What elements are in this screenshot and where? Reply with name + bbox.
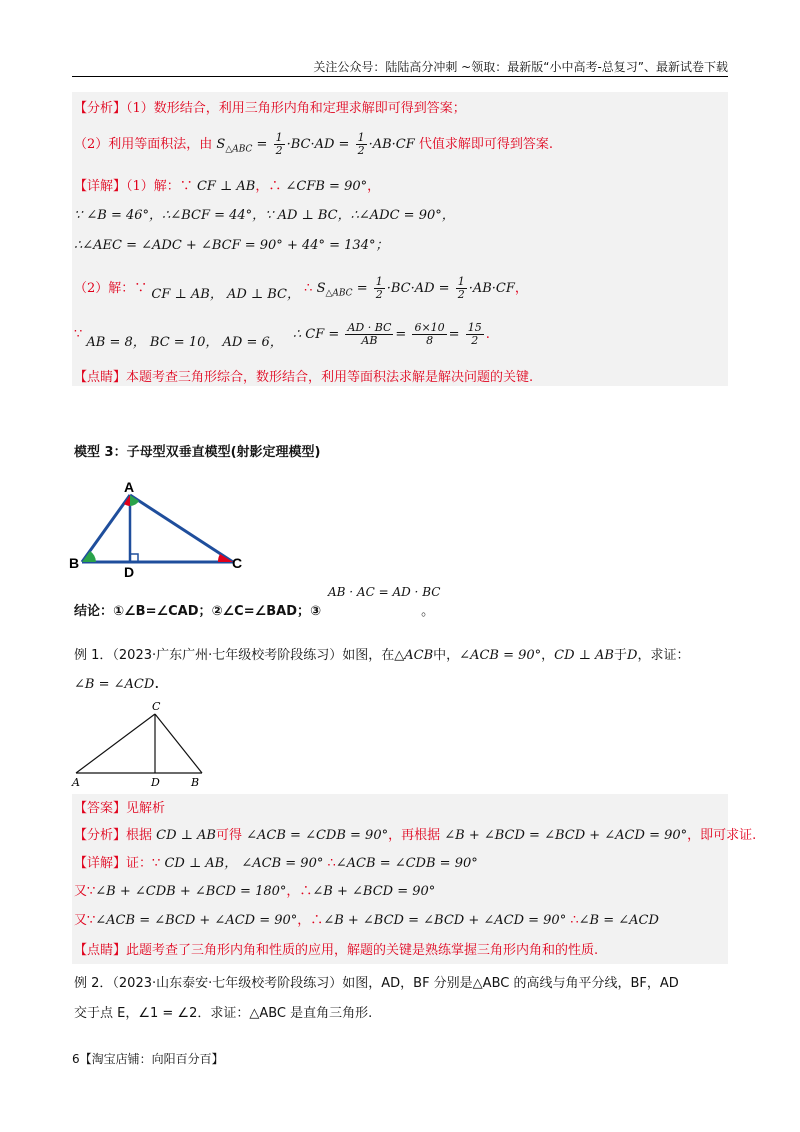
label-b: B [191,776,200,789]
answer-line: 【答案】见解析 [74,801,166,816]
projection-formula: AB · AC = AD · BC [328,585,441,599]
fenxi-line-1: 【分析】（1）数形结合，利用三角形内角和定理求解即可得到答案； [74,101,466,116]
label-d: D [151,776,160,789]
model3-triangle-figure [68,476,258,581]
triangle-abc [82,495,233,562]
fenxi2-line: 【分析】根据 CD ⊥ AB可得 ∠ACB = ∠CDB = 90°，再根据 ∠B + ∠BCD = ∠BCD + ∠ACD = 90°，即可求证. [74,828,757,843]
header-rule [72,76,728,77]
xiangjie2-line-1: 【详解】证：∵ CD ⊥ AB， ∠ACB = 90° ∴∠ACB = ∠CDB = 90° [74,856,478,871]
xiangjie-line-2: ∵ ∠B = 46°，∴∠BCF = 44°，∵ AD ⊥ BC，∴∠ADC = 90°， [74,208,455,223]
label-b: B [69,555,80,571]
xiangjie2-line-3: 又∵∠ACB = ∠BCD + ∠ACD = 90°，∴∠B + ∠BCD = ∠BCD + ∠ACD = 90° ∴∠B = ∠ACD [74,913,659,928]
area-formula: $S_{\triangle ABC}$ = $\frac{1}{2}$ ·BC·AD = $\frac{1}{2}$ ·AB·CF [216,131,415,157]
fenxi-line-2: （2）利用等面积法，由 $S_{\triangle ABC}$ = $\frac{1}{2}$ ·BC·AD = $\frac{1}{2}$ ·AB·CF 代值求解即可得到答案. [74,131,554,157]
dianjing2-line: 【点睛】此题考查了三角形内角和性质的应用，解题的关键是熟练掌握三角形内角和的性质. [74,943,599,958]
example1-line-1: 例 1．（2023·广东广州·七年级校考阶段练习）如图，在△ACB中，∠ACB = 90°，CD ⊥ AB于D，求证： [74,648,690,663]
page-footer: 6【淘宝店铺：向阳百分百】 [72,1052,224,1066]
conclusion-line: 结论：①∠B=∠CAD；②∠C=∠BAD；③ 。 [74,604,435,619]
model3-title: 模型 3：子母型双垂直模型(射影定理模型) [74,445,321,460]
label-a: A [72,776,80,789]
label-c: C [152,700,161,713]
xiangjie-line-4: （2）解：∵ CF ⊥ AB， AD ⊥ BC， ∴ $S_{\triangle ABC}$ = $\frac{1}{2}$ ·BC·AD = $\frac{1}{2}$ ·AB·CF， [74,275,528,302]
label-d: D [124,564,135,580]
example1-triangle-figure [68,698,218,790]
fenxi-tag: 【分析】 [74,101,127,116]
solution-panel-2 [72,794,728,964]
page-header: 关注公众号：陆陆高分冲刺 ~领取：最新版“小中高考-总复习”、最新试卷下载 [313,60,728,74]
label-c: C [232,555,243,571]
area-equation: $S_{\triangle ABC}$ = $\frac{1}{2}$ ·BC·AD = $\frac{1}{2}$ ·AB·CF [316,275,515,301]
example2-line-2: 交于点 E，∠1 = ∠2．求证：△ABC 是直角三角形. [74,1006,373,1021]
xiangjie2-line-2: 又∵∠B + ∠CDB + ∠BCD = 180°，∴∠B + ∠BCD = 90° [74,884,436,899]
label-a: A [124,479,135,495]
xiangjie-line-3: ∴∠AEC = ∠ADC + ∠BCF = 90° + 44° = 134°； [74,238,389,253]
xiangjie-line-5: ∵ AB = 8， BC = 10， AD = 6， ∴ CF = $\frac{AD \cdot BC}{AB}$ = $\frac{6\times 10}{8}$ = $\frac{15}{2}$ . [74,321,490,350]
example2-line-1: 例 2．（2023·山东泰安·七年级校考阶段练习）如图，AD，BF 分别是△ABC 的高线与角平分线，BF，AD [74,976,679,991]
dianjing-line: 【点睛】本题考查三角形综合，数形结合，利用等面积法求解是解决问题的关键. [74,370,534,385]
xiangjie-line-1: 【详解】（1）解：∵ CF ⊥ AB，∴ ∠CFB = 90°， [74,179,381,194]
example1-line-2: ∠B = ∠ACD. [74,673,160,692]
angle-c-marker [218,554,233,562]
